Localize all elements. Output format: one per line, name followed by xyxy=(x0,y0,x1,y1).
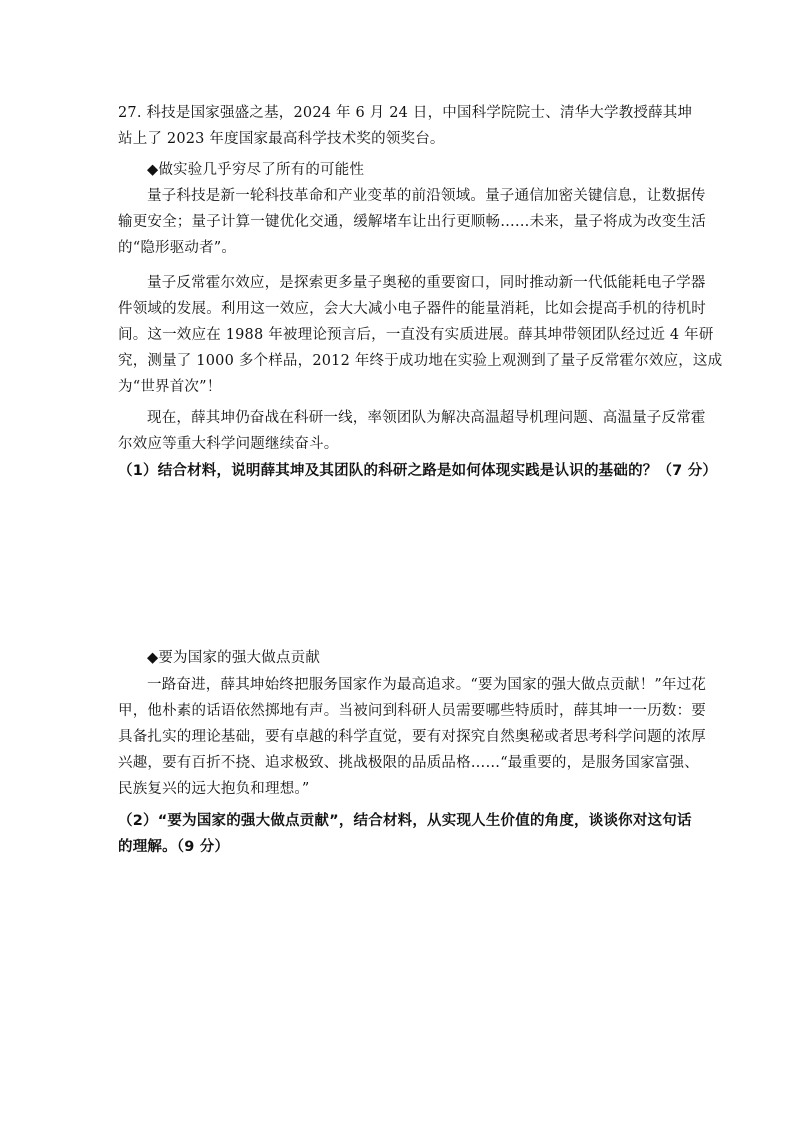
section1-heading-block xyxy=(118,157,688,183)
s1p2-line-4: 究，测量了 1000 多个样品，2012 年终于成功地在实验上观测到了量子反常霍尔效应，这成 xyxy=(118,353,723,369)
s1p3-line-1: 现在，薛其坤仍奋战在科研一线，率领团队为解决高温超导机理问题、高温量子反常霍 xyxy=(147,410,706,426)
q27-intro-line-2: 站上了 2023 年度国家最高科学技术奖的领奖台。 xyxy=(118,131,445,147)
question-1: （1）结合材料，说明薛其坤及其团队的科研之路是如何体现实践是认识的基础的？（7 分） xyxy=(118,463,718,479)
s1p1-line-2: 输更安全；量子计算一键优化交通，缓解堵车让出行更顺畅……未来，量子将成为改变生活 xyxy=(118,214,706,230)
s2p-line-1: 一路奋进，薛其坤始终把服务国家作为最高追求。“要为国家的强大做点贡献！”年过花 xyxy=(147,677,707,693)
question-2-line-1: （2）“要为国家的强大做点贡献”，结合材料，从实现人生价值的角度，谈谈你对这句话 xyxy=(118,813,692,829)
q27-intro-line-1: 27. 科技是国家强盛之基，2024 年 6 月 24 日，中国科学院院士、清华大学教授薛其坤 xyxy=(118,105,693,121)
s1p2-line-1: 量子反常霍尔效应，是探索更多量子奥秘的重要窗口，同时推动新一代低能耗电子学器 xyxy=(147,275,706,291)
s1p1-line-3: 的“隐形驱动者”。 xyxy=(118,240,237,256)
section2-heading: ◆要为国家的强大做点贡献 xyxy=(147,650,321,666)
s1p2-line-2: 件领域的发展。利用这一效应，会大大减小电子器件的能量消耗，比如会提高手机的待机时 xyxy=(118,301,706,317)
s1p3-line-2: 尔效应等重大科学问题继续奋斗。 xyxy=(118,436,339,452)
s1p1-line-1: 量子科技是新一轮科技革命和产业变革的前沿领域。量子通信加密关键信息，让数据传 xyxy=(147,188,706,204)
question-2-line-2: 的理解。（9 分） xyxy=(118,839,230,855)
answer-space-2[interactable] xyxy=(118,865,688,1105)
section1-heading: ◆做实验几乎穷尽了所有的可能性 xyxy=(147,162,365,178)
section2-paragraph xyxy=(118,672,707,802)
question-2-block xyxy=(118,808,692,860)
s2p-line-2: 甲，他朴素的话语依然掷地有声。当被问到科研人员需要哪些特质时，薛其坤一一历数：要 xyxy=(118,703,706,719)
section1-paragraph-1 xyxy=(118,183,706,261)
q27-intro xyxy=(118,100,693,152)
s2p-line-5: 民族复兴的远大抱负和理想。” xyxy=(118,781,310,797)
s1p2-line-3: 间。这一效应在 1988 年被理论预言后，一直没有实质进展。薛其坤带领团队经过近 4 年研 xyxy=(118,327,714,343)
s2p-line-3: 具备扎实的理论基础，要有卓越的科学直觉，要有对探究自然奥秘或者思考科学问题的浓厚 xyxy=(118,729,706,745)
question-1-block xyxy=(118,458,718,484)
answer-space-1[interactable] xyxy=(118,490,688,630)
section1-paragraph-3 xyxy=(118,405,706,457)
section2-heading-block xyxy=(118,645,688,671)
s2p-line-4: 兴趣，要有百折不挠、追求极致、挑战极限的品质品格……“最重要的，是服务国家富强、 xyxy=(118,755,699,771)
s1p2-line-5: 为“世界首次”！ xyxy=(118,379,222,395)
section1-paragraph-2 xyxy=(118,270,723,400)
